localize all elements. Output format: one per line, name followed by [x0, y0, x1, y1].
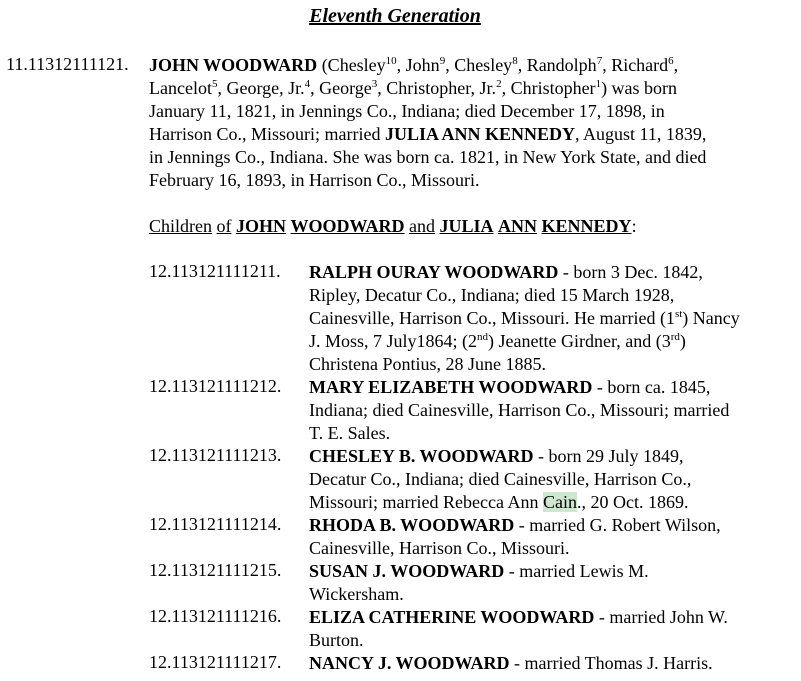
- heading-word: JULIA: [439, 216, 494, 236]
- text: - born 29 July 1849,: [533, 446, 684, 466]
- superscript: 7: [596, 55, 603, 67]
- child-entry: [309, 652, 713, 675]
- person-name: MARY ELIZABETH WOODWARD: [309, 377, 593, 397]
- entry-line: Christena Pontius, 28 June 1885.: [309, 354, 546, 374]
- entry-line: [309, 491, 691, 514]
- text: Lancelot: [149, 78, 212, 98]
- entry-line: Decatur Co., Indiana; died Cainesville, Harrison Co.,: [309, 469, 692, 489]
- superscript: 4: [304, 78, 311, 90]
- highlighted-word[interactable]: Cain: [542, 492, 577, 512]
- text: ) was born: [601, 78, 678, 98]
- entry-line: [149, 77, 706, 100]
- text: - born ca. 1845,: [592, 377, 711, 397]
- superscript: 8: [512, 55, 518, 67]
- child-entry: [309, 445, 691, 514]
- superscript: 2: [496, 78, 502, 90]
- superscript: 10: [385, 55, 397, 67]
- child-entry: [309, 606, 728, 652]
- text: ): [679, 331, 686, 351]
- entry-number: 11.11312111121.: [6, 54, 129, 74]
- entry-line: [309, 376, 729, 399]
- text: :: [631, 216, 637, 236]
- entry-line: [309, 330, 740, 353]
- entry-line: Wickersham.: [309, 584, 404, 604]
- text: , Randolph: [517, 55, 597, 75]
- text: (Chesley: [321, 55, 386, 75]
- child-number: 12.113121111211.: [149, 261, 281, 281]
- entry-line: January 11, 1821, in Jennings Co., Indiana; died December 17, 1898, in: [149, 101, 665, 121]
- child-entry: [309, 514, 721, 560]
- entry-line: T. E. Sales.: [309, 423, 391, 443]
- superscript: 1: [595, 78, 602, 90]
- heading-word: KENNEDY: [541, 216, 632, 236]
- superscript: 6: [668, 55, 674, 67]
- heading-word: and: [409, 216, 436, 236]
- entry-line: [309, 445, 691, 468]
- spouse-name: JULIA ANN KENNEDY: [384, 124, 575, 144]
- entry-line: [309, 307, 740, 330]
- child-number: 12.113121111212.: [149, 376, 282, 396]
- text: ,: [673, 55, 679, 75]
- text: Harrison Co., Missouri; married: [149, 124, 381, 144]
- child-number: 12.113121111214.: [149, 514, 282, 534]
- text: - married G. Robert Wilson,: [514, 515, 721, 535]
- entry-line: [149, 123, 706, 146]
- text: ., 20 Oct. 1869.: [576, 492, 689, 512]
- entry-line: [309, 652, 713, 675]
- text: , Christopher: [501, 78, 596, 98]
- child-number: 12.113121111215.: [149, 560, 282, 580]
- person-name: CHESLEY B. WOODWARD: [309, 446, 534, 466]
- person-name: RHODA B. WOODWARD: [309, 515, 515, 535]
- children-heading: [149, 215, 637, 238]
- text: , George: [310, 78, 372, 98]
- page-title: Eleventh Generation: [309, 5, 481, 27]
- superscript: st: [674, 308, 683, 320]
- superscript: 9: [439, 55, 446, 67]
- heading-word: JOHN: [236, 216, 287, 236]
- entry-line: February 16, 1893, in Harrison Co., Missouri.: [149, 170, 480, 190]
- heading-word: of: [216, 216, 232, 236]
- text: Missouri; married Rebecca Ann: [309, 492, 543, 512]
- entry-line: [309, 514, 721, 537]
- entry-line: [309, 606, 728, 629]
- entry-line: Cainesville, Harrison Co., Missouri.: [309, 538, 570, 558]
- text: ) Nancy: [682, 308, 740, 328]
- text: - married Lewis M.: [504, 561, 649, 581]
- text: , August 11, 1839,: [575, 124, 707, 144]
- person-name: SUSAN J. WOODWARD: [309, 561, 505, 581]
- child-entry: [309, 261, 740, 376]
- child-number: 12.113121111216.: [149, 606, 282, 626]
- text: Cainesville, Harrison Co., Missouri. He married (1: [309, 308, 675, 328]
- child-entry: [309, 560, 649, 606]
- entry-line: Burton.: [309, 630, 364, 650]
- main-entry: [149, 54, 706, 192]
- person-name: ELIZA CATHERINE WOODWARD: [309, 607, 595, 627]
- text: ) Jeanette Girdner, and (3: [488, 331, 671, 351]
- child-entry: [309, 376, 729, 445]
- entry-line: [309, 560, 649, 583]
- text: - born 3 Dec. 1842,: [558, 262, 703, 282]
- superscript: 5: [211, 78, 218, 90]
- heading-word: WOODWARD: [290, 216, 405, 236]
- text: , John: [396, 55, 440, 75]
- superscript: nd: [477, 331, 489, 343]
- entry-line: Indiana; died Cainesville, Harrison Co., Missouri; married: [309, 400, 730, 420]
- text: , Christopher, Jr.: [377, 78, 497, 98]
- superscript: rd: [670, 331, 680, 343]
- child-number: 12.113121111217.: [149, 652, 282, 672]
- child-number: 12.113121111213.: [149, 445, 282, 465]
- superscript: 3: [371, 78, 378, 90]
- entry-line: [309, 261, 740, 284]
- heading-word: ANN: [498, 216, 538, 236]
- entry-line: [149, 54, 706, 77]
- heading-word: Children: [149, 216, 212, 236]
- person-name: JOHN WOODWARD: [149, 55, 318, 75]
- entry-line: in Jennings Co., Indiana. She was born ca. 1821, in New York State, and died: [149, 147, 707, 167]
- text: J. Moss, 7 July1864; (2: [309, 331, 478, 351]
- text: , Richard: [602, 55, 669, 75]
- text: - married Thomas J. Harris.: [509, 653, 713, 673]
- entry-line: Ripley, Decatur Co., Indiana; died 15 March 1928,: [309, 285, 675, 305]
- text: , Chesley: [445, 55, 513, 75]
- text: - married John W.: [594, 607, 728, 627]
- person-name: RALPH OURAY WOODWARD: [309, 262, 559, 282]
- text: , George, Jr.: [217, 78, 305, 98]
- person-name: NANCY J. WOODWARD: [309, 653, 510, 673]
